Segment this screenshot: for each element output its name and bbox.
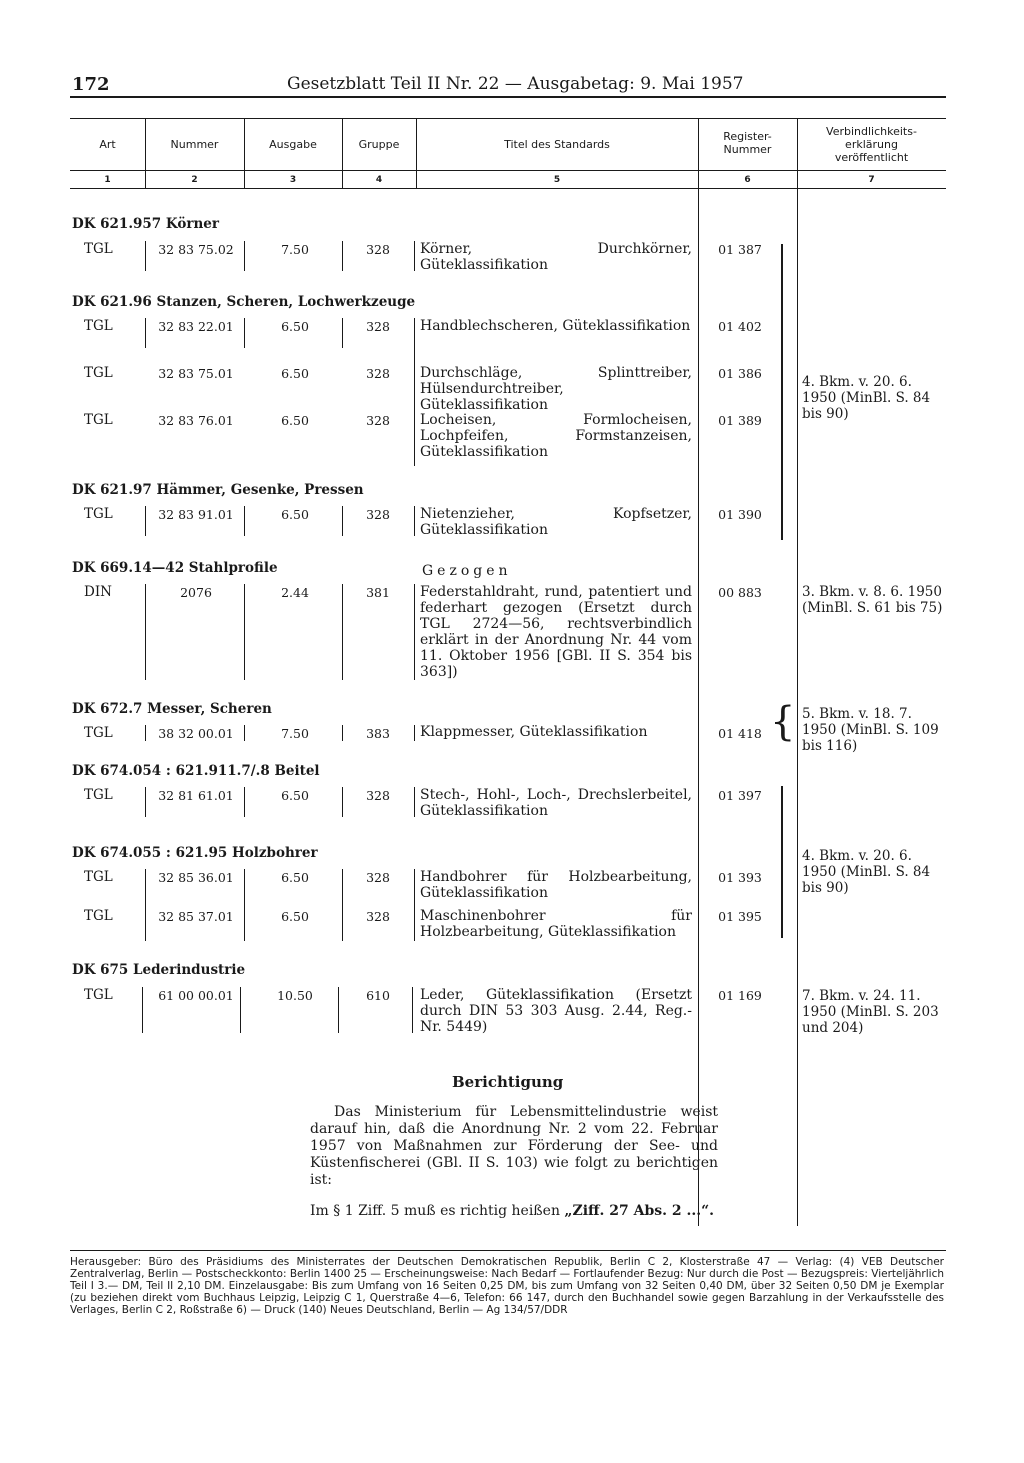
correction-text: Im § 1 Ziff. 5 muß es richtig heißen bbox=[310, 1203, 565, 1219]
col-header-titel: Titel des Standards bbox=[504, 138, 610, 151]
table-row-nummer: 32 81 61.01 bbox=[158, 788, 234, 803]
table-row-titel: Körner, Durchkörner, Güteklassifikation bbox=[420, 241, 692, 273]
table-row-ausgabe: 7.50 bbox=[281, 726, 309, 741]
row-bar bbox=[244, 725, 245, 741]
table-row-titel: Locheisen, Formlocheisen, Lochpfeifen, Formstanzeisen, Güteklassifikation bbox=[420, 412, 692, 460]
row-bar bbox=[244, 506, 245, 536]
col-number: 3 bbox=[289, 175, 297, 185]
row-bar bbox=[414, 241, 415, 271]
col-sep-verbindlich bbox=[797, 188, 798, 1226]
row-bar bbox=[414, 787, 415, 817]
table-row-gruppe: 328 bbox=[366, 909, 390, 924]
verbindlichkeit-text: 7. Bkm. v. 24. 11. 1950 (MinBl. S. 203 und 204) bbox=[802, 988, 939, 1036]
row-bar bbox=[145, 241, 146, 271]
col-number: 7 bbox=[868, 175, 875, 185]
table-row-art: TGL bbox=[84, 987, 113, 1003]
row-bar bbox=[145, 584, 146, 680]
row-bar bbox=[342, 725, 343, 741]
section-heading: DK 674.054 : 621.911.7/.8 Beitel bbox=[72, 763, 320, 779]
table-row-nummer: 38 32 00.01 bbox=[158, 726, 234, 741]
row-bar bbox=[342, 506, 343, 536]
footer-rule bbox=[70, 1250, 946, 1251]
row-bar bbox=[145, 318, 146, 348]
table-row-titel: Handbohrer für Holzbearbeitung, Güteklassifikation bbox=[420, 869, 692, 901]
col-header-art: Art bbox=[99, 138, 116, 151]
table-row-gruppe: 328 bbox=[366, 507, 390, 522]
table-header-divider bbox=[70, 170, 946, 171]
table-colnum-divider bbox=[70, 188, 946, 189]
table-row-register: 01 418 bbox=[718, 726, 762, 741]
section-heading: DK 621.97 Hämmer, Gesenke, Pressen bbox=[72, 482, 364, 498]
table-row-art: TGL bbox=[84, 241, 113, 257]
section-heading: DK 621.96 Stanzen, Scheren, Lochwerkzeuge bbox=[72, 294, 416, 310]
col-sep-register bbox=[698, 188, 699, 1226]
table-row-ausgabe: 7.50 bbox=[281, 242, 309, 257]
table-row-nummer: 32 83 91.01 bbox=[158, 507, 234, 522]
verbindlichkeit-text: 4. Bkm. v. 20. 6. 1950 (MinBl. S. 84 bis 90) bbox=[802, 848, 931, 896]
row-bar bbox=[244, 318, 245, 348]
row-bar bbox=[342, 241, 343, 271]
table-row-titel: Nietenzieher, Kopfsetzer, Güteklassifikation bbox=[420, 506, 692, 538]
row-bar bbox=[142, 987, 143, 1033]
section-heading: DK 669.14—42 Stahlprofile bbox=[72, 560, 278, 576]
table-row-ausgabe: 10.50 bbox=[277, 988, 313, 1003]
page-title: Gesetzblatt Teil II Nr. 22 — Ausgabetag: 9. Mai 1957 bbox=[287, 74, 744, 94]
row-bar bbox=[240, 987, 241, 1033]
table-row-register: 01 386 bbox=[718, 366, 762, 381]
row-bar bbox=[145, 869, 146, 941]
table-row-gruppe: 328 bbox=[366, 413, 390, 428]
table-row-art: DIN bbox=[84, 584, 112, 600]
table-row-register: 01 387 bbox=[718, 242, 762, 257]
col-number: 5 bbox=[553, 175, 561, 185]
table-row-nummer: 32 83 75.02 bbox=[158, 242, 234, 257]
table-top-rule bbox=[70, 118, 946, 119]
table-row-ausgabe: 6.50 bbox=[281, 507, 309, 522]
berichtigung-paragraph: Das Ministerium für Lebensmittelindustrie weist darauf hin, daß die Anordnung Nr. 2 vom 22. Februar 1957 von Maßnahmen zur Förderung der See- und Küstenfischerei (GBl. II S. 103) wie folgt zu berichtigen ist: bbox=[310, 1104, 718, 1188]
section-heading: DK 674.055 : 621.95 Holzbohrer bbox=[72, 845, 318, 861]
table-row-gruppe: 381 bbox=[366, 585, 390, 600]
row-bar bbox=[244, 241, 245, 271]
verbindlichkeit-text: 4. Bkm. v. 20. 6. 1950 (MinBl. S. 84 bis 90) bbox=[802, 374, 931, 422]
row-bar bbox=[414, 869, 415, 941]
correction-emphasis: „Ziff. 27 Abs. 2 ...“. bbox=[564, 1203, 715, 1219]
table-row-register: 01 402 bbox=[718, 319, 762, 334]
section-subheading: Gezogen bbox=[422, 563, 512, 579]
row-bar bbox=[244, 869, 245, 941]
row-bar bbox=[414, 584, 415, 680]
row-bar bbox=[342, 584, 343, 680]
table-row-titel: Handblechscheren, Güteklassifikation bbox=[420, 318, 691, 334]
col-number: 6 bbox=[744, 175, 751, 185]
verbindlichkeit-text: 3. Bkm. v. 8. 6. 1950 (MinBl. S. 61 bis 75) bbox=[802, 584, 943, 616]
imprint: Herausgeber: Büro des Präsidiums des Ministerrates der Deutschen Demokratischen Republik, Berlin C 2, Klosterstraße 47 — Verlag: (4) VEB Deutscher Zentralverlag, Berlin — Postscheckkonto: Berlin 1400 25 — Erscheinungsweise: Nach Bedarf — Fortlaufender Bezug: Nur durch die Post — Bezugspreis: Vierteljährlich Teil I 3.— DM, Teil II 2,10 DM. Einzelausgabe: Bis zum Umfang von 16 Seiten 0,25 DM, bis zum Umfang von 32 Seiten 0,40 DM, über 32 Seiten 0,50 DM je Exemplar (zu beziehen direkt vom Buchhaus Leipzig, Leipzig C 1, Querstraße 4—6, Telefon: 66 147, durch den Buchhandel sowie gegen Barzahlung in der Verkaufsstelle des Verlages, Berlin C 2, Roßstraße 6) — Druck (140) Neues Deutschland, Berlin — Ag 134/57/DDR bbox=[70, 1256, 944, 1316]
table-row-nummer: 32 83 22.01 bbox=[158, 319, 234, 334]
table-row-art: TGL bbox=[84, 318, 113, 334]
table-row-nummer: 2076 bbox=[180, 585, 212, 600]
page-number: 172 bbox=[72, 74, 110, 95]
row-bar bbox=[244, 787, 245, 817]
brace-bracket bbox=[781, 786, 783, 938]
col-header-register: Register- Nummer bbox=[723, 130, 772, 156]
table-row-register: 01 397 bbox=[718, 788, 762, 803]
row-bar bbox=[414, 506, 415, 536]
table-row-ausgabe: 6.50 bbox=[281, 788, 309, 803]
table-row-nummer: 61 00 00.01 bbox=[158, 988, 234, 1003]
col-header-verbindlichkeit: Verbindlichkeits- erklärung veröffentlicht bbox=[826, 125, 917, 164]
col-header-gruppe: Gruppe bbox=[358, 138, 400, 151]
verbindlichkeit-text: 5. Bkm. v. 18. 7. 1950 (MinBl. S. 109 bis 116) bbox=[802, 706, 939, 754]
table-row-gruppe: 328 bbox=[366, 366, 390, 381]
row-bar bbox=[414, 725, 415, 741]
table-row-nummer: 32 83 75.01 bbox=[158, 366, 234, 381]
table-row-gruppe: 610 bbox=[366, 988, 390, 1003]
table-row-ausgabe: 2.44 bbox=[281, 585, 309, 600]
table-row-art: TGL bbox=[84, 506, 113, 522]
table-row-titel: Durchschläge, Splinttreiber, Hülsendurchtreiber, Güteklassifikation bbox=[420, 365, 692, 413]
table-row-art: TGL bbox=[84, 412, 113, 428]
table-row-titel: Federstahldraht, rund, patentiert und federhart gezogen (Ersetzt durch TGL 2724—56, rechtsverbindlich erklärt in der Anordnung Nr. 44 vom 11. Oktober 1956 [GBl. II S. 354 bis 363]) bbox=[420, 584, 692, 680]
col-number: 2 bbox=[191, 175, 198, 185]
row-bar bbox=[145, 725, 146, 741]
table-row-ausgabe: 6.50 bbox=[281, 870, 309, 885]
row-bar bbox=[145, 787, 146, 817]
table-row-register: 01 393 bbox=[718, 870, 762, 885]
col-header-nummer: Nummer bbox=[170, 138, 219, 151]
table-row-gruppe: 328 bbox=[366, 319, 390, 334]
table-row-art: TGL bbox=[84, 787, 113, 803]
table-row-gruppe: 328 bbox=[366, 788, 390, 803]
section-heading: DK 621.957 Körner bbox=[72, 216, 219, 232]
table-row-register: 01 389 bbox=[718, 413, 762, 428]
table-row-nummer: 32 85 36.01 bbox=[158, 870, 234, 885]
row-bar bbox=[145, 506, 146, 536]
table-row-register: 00 883 bbox=[718, 585, 762, 600]
table-row-ausgabe: 6.50 bbox=[281, 319, 309, 334]
table-row-art: TGL bbox=[84, 869, 113, 885]
table-row-ausgabe: 6.50 bbox=[281, 909, 309, 924]
brace-bracket bbox=[781, 244, 783, 540]
table-row-ausgabe: 6.50 bbox=[281, 413, 309, 428]
table-row-art: TGL bbox=[84, 725, 113, 741]
table-row-nummer: 32 85 37.01 bbox=[158, 909, 234, 924]
col-number: 1 bbox=[104, 175, 111, 185]
row-bar bbox=[412, 987, 413, 1033]
table-row-titel: Leder, Güteklassifikation (Ersetzt durch DIN 53 303 Ausg. 2.44, Reg.-Nr. 5449) bbox=[420, 987, 692, 1035]
col-header-ausgabe: Ausgabe bbox=[269, 138, 317, 151]
row-bar bbox=[342, 869, 343, 941]
table-row-ausgabe: 6.50 bbox=[281, 366, 309, 381]
section-heading: DK 672.7 Messer, Scheren bbox=[72, 701, 272, 717]
col-number: 4 bbox=[375, 175, 383, 185]
row-bar bbox=[414, 318, 415, 466]
table-row-register: 01 169 bbox=[718, 988, 762, 1003]
table-row-art: TGL bbox=[84, 908, 113, 924]
section-heading: DK 675 Lederindustrie bbox=[72, 962, 246, 978]
table-row-titel: Klappmesser, Güteklassifikation bbox=[420, 724, 648, 740]
row-bar bbox=[342, 787, 343, 817]
header-rule bbox=[70, 96, 946, 98]
brace-symbol: { bbox=[770, 699, 796, 745]
row-bar bbox=[338, 987, 339, 1033]
table-row-titel: Maschinenbohrer für Holzbearbeitung, Güteklassifikation bbox=[420, 908, 692, 940]
table-row-art: TGL bbox=[84, 365, 113, 381]
table-row-titel: Stech-, Hohl-, Loch-, Drechslerbeitel, Güteklassifikation bbox=[420, 787, 692, 819]
table-row-gruppe: 383 bbox=[366, 726, 390, 741]
table-row-register: 01 395 bbox=[718, 909, 762, 924]
table-row-gruppe: 328 bbox=[366, 870, 390, 885]
berichtigung-title: Berichtigung bbox=[452, 1073, 564, 1091]
table-row-gruppe: 328 bbox=[366, 242, 390, 257]
row-bar bbox=[342, 318, 343, 348]
berichtigung-correction bbox=[310, 1203, 718, 1220]
table-row-register: 01 390 bbox=[718, 507, 762, 522]
table-row-nummer: 32 83 76.01 bbox=[158, 413, 234, 428]
row-bar bbox=[244, 584, 245, 680]
